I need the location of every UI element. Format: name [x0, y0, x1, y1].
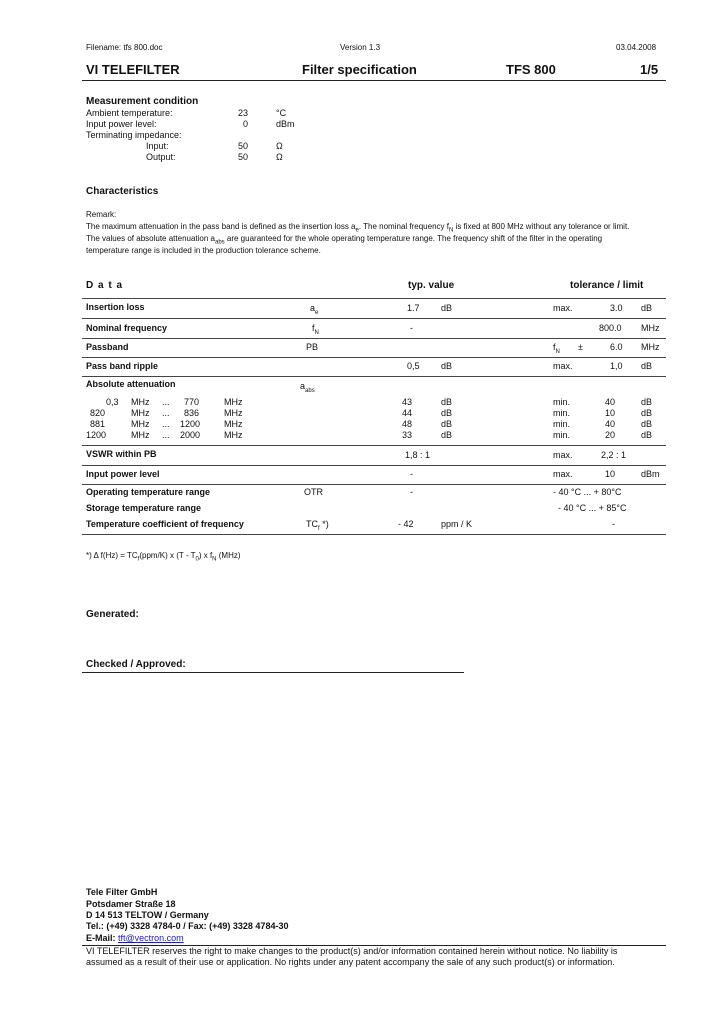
- op-temp-label: Operating temperature range: [86, 487, 211, 497]
- att-row-4-f2: 2000: [180, 430, 201, 440]
- op-temp-limit: - 40 °C ... + 80°C: [553, 487, 622, 497]
- att-row-4-u1: MHz: [131, 430, 150, 440]
- att-row-2-limit-unit: dB: [641, 408, 653, 418]
- terminating-label: Terminating impedance:: [86, 130, 182, 140]
- passband-label: Passband: [86, 342, 129, 352]
- ripple-qual: max.: [553, 361, 573, 371]
- table-rule: [82, 445, 666, 446]
- att-row-1-u2: MHz: [224, 397, 243, 407]
- ambient-unit: °C: [276, 108, 287, 118]
- att-row-4-typ-unit: dB: [441, 430, 453, 440]
- att-row-2-limit: 10: [605, 408, 616, 418]
- input-power-limit: 10: [605, 469, 616, 479]
- measurement-title: Measurement condition: [86, 96, 199, 107]
- att-row-3-limit: 40: [605, 419, 616, 429]
- table-rule: [82, 357, 666, 358]
- vswr-limit: 2,2 : 1: [601, 450, 627, 460]
- att-row-4-limit-unit: dB: [641, 430, 653, 440]
- doc-date: 03.04.2008: [616, 43, 657, 52]
- table-rule: [82, 484, 666, 485]
- insertion-loss-label: Insertion loss: [86, 302, 145, 312]
- remark-line-3: temperature range is included in the production tolerance scheme.: [86, 246, 321, 255]
- nominal-frequency-typ: -: [410, 323, 413, 333]
- att-row-1-typ: 43: [402, 397, 413, 407]
- power-value: 0: [243, 119, 249, 129]
- table-rule: [82, 318, 666, 319]
- output-unit: Ω: [276, 152, 283, 162]
- output-label: Output:: [146, 152, 176, 162]
- absolute-attenuation-label: Absolute attenuation: [86, 379, 176, 389]
- nominal-frequency-label: Nominal frequency: [86, 323, 168, 333]
- remark-label: Remark:: [86, 210, 117, 219]
- characteristics-title: Characteristics: [86, 186, 159, 197]
- tcf-symbol: $TC_f$ *): [306, 519, 329, 532]
- footer-street: Potsdamer Straße 18: [86, 899, 176, 909]
- header-rule: [82, 80, 666, 81]
- tcf-limit: -: [612, 519, 615, 529]
- nominal-frequency-limit: 800.0: [599, 323, 622, 333]
- passband-qual: $f_N$: [553, 342, 560, 355]
- footer-email-row: E-Mail: tft@vectron.com: [86, 933, 184, 943]
- input-power-label: Input power level: [86, 469, 160, 479]
- att-row-1-limit: 40: [605, 397, 616, 407]
- power-unit: dBm: [276, 119, 295, 129]
- att-row-3-u2: MHz: [224, 419, 243, 429]
- att-row-1-u1: MHz: [131, 397, 150, 407]
- tcf-typ: - 42: [398, 519, 414, 529]
- ripple-limit-unit: dB: [641, 361, 653, 371]
- remark-line-2: The values of absolute attenuation $a_{abs}$ are guaranteed for the whole operating temperature range. The frequency shift of the filter in the operating: [86, 234, 603, 246]
- table-rule: [82, 376, 666, 377]
- nominal-frequency-limit-unit: MHz: [641, 323, 660, 333]
- att-row-3-u1: MHz: [131, 419, 150, 429]
- att-row-1-dots: ...: [162, 397, 170, 407]
- column-typ-value: typ. value: [408, 280, 455, 291]
- footnote: *) Δ $f(Hz) = TC_f(ppm/K)$ x $(T - T_0)$ x $f_N$ (MHz): [86, 551, 241, 563]
- input-power-typ: -: [410, 469, 413, 479]
- insertion-loss-typ: 1.7: [407, 303, 420, 313]
- ambient-value: 23: [238, 108, 249, 118]
- tcf-label: Temperature coefficient of frequency: [86, 519, 244, 529]
- att-row-3-f2: 1200: [180, 419, 201, 429]
- storage-temp-limit: - 40 °C ... + 85°C: [558, 503, 627, 513]
- vswr-label: VSWR within PB: [86, 449, 157, 459]
- passband-limit: 6.0: [610, 342, 623, 352]
- approved-label: Checked / Approved:: [86, 659, 186, 670]
- ambient-label: Ambient temperature:: [86, 108, 173, 118]
- ripple-label: Pass band ripple: [86, 361, 159, 371]
- column-tolerance: tolerance / limit: [570, 280, 644, 291]
- att-row-1-typ-unit: dB: [441, 397, 453, 407]
- vswr-qual: max.: [553, 450, 573, 460]
- passband-symbol: PB: [306, 342, 319, 352]
- input-power-limit-unit: dBm: [641, 469, 660, 479]
- generated-label: Generated:: [86, 609, 139, 620]
- email-link[interactable]: tft@vectron.com: [118, 933, 184, 943]
- att-row-4-limit: 20: [605, 430, 616, 440]
- att-row-4-f1: 1200: [86, 430, 107, 440]
- op-temp-typ: -: [410, 487, 413, 497]
- ripple-typ-unit: dB: [441, 361, 453, 371]
- table-rule: [82, 465, 666, 466]
- version: Version 1.3: [340, 43, 381, 52]
- ripple-typ: 0,5: [407, 361, 420, 371]
- company-name: VI TELEFILTER: [86, 62, 180, 77]
- page-number: 1/5: [640, 62, 659, 77]
- att-row-1-qual: min.: [553, 397, 571, 407]
- disclaimer-line-2: assumed as a result of their use or application. No rights under any patent accompany the sale of any such product(s) or information.: [86, 957, 615, 967]
- att-row-3-typ: 48: [402, 419, 413, 429]
- att-row-4-qual: min.: [553, 430, 571, 440]
- footer-company: Tele Filter GmbH: [86, 887, 158, 897]
- att-row-4-u2: MHz: [224, 430, 243, 440]
- att-row-3-dots: ...: [162, 419, 170, 429]
- att-row-2-qual: min.: [553, 408, 571, 418]
- footer-city: D 14 513 TELTOW / Germany: [86, 910, 209, 920]
- input-unit: Ω: [276, 141, 283, 151]
- insertion-loss-symbol: $a_e$: [310, 303, 319, 316]
- att-row-2-f1: 820: [90, 408, 106, 418]
- att-row-2-typ-unit: dB: [441, 408, 453, 418]
- att-row-1-limit-unit: dB: [641, 397, 653, 407]
- footer-phone: Tel.: (+49) 3328 4784-0 / Fax: (+49) 3328 4784-30: [86, 921, 289, 931]
- op-temp-symbol: OTR: [304, 487, 323, 497]
- att-row-1-f2: 770: [184, 397, 200, 407]
- insertion-loss-limit-unit: dB: [641, 303, 653, 313]
- storage-temp-label: Storage temperature range: [86, 503, 202, 513]
- table-rule: [82, 338, 666, 339]
- signature-line: [82, 672, 464, 673]
- tcf-typ-unit: ppm / K: [441, 519, 473, 529]
- att-row-3-typ-unit: dB: [441, 419, 453, 429]
- column-data: D a t a: [86, 280, 124, 291]
- table-rule: [82, 534, 666, 535]
- table-rule: [82, 298, 666, 299]
- att-row-4-dots: ...: [162, 430, 170, 440]
- doc-title: Filter specification: [302, 62, 417, 77]
- att-row-2-dots: ...: [162, 408, 170, 418]
- absolute-attenuation-symbol: $a_{abs}$: [300, 381, 315, 394]
- att-row-4-typ: 33: [402, 430, 413, 440]
- input-label: Input:: [146, 141, 169, 151]
- att-row-2-u2: MHz: [224, 408, 243, 418]
- vswr-typ: 1,8 : 1: [405, 450, 431, 460]
- passband-limit-unit: MHz: [641, 342, 660, 352]
- output-value: 50: [238, 152, 249, 162]
- att-row-3-limit-unit: dB: [641, 419, 653, 429]
- att-row-2-typ: 44: [402, 408, 413, 418]
- att-row-1-f1: 0,3: [106, 397, 119, 407]
- product-name: TFS 800: [506, 62, 556, 77]
- insertion-loss-qual: max.: [553, 303, 573, 313]
- remark-line-1: The maximum attenuation in the pass band is defined as the insertion loss $a_e$. The nominal frequency $f_N$ is fixed at 800 MHz without any tolerance or limit.: [86, 222, 630, 234]
- insertion-loss-typ-unit: dB: [441, 303, 453, 313]
- insertion-loss-limit: 3.0: [610, 303, 623, 313]
- att-row-2-f2: 836: [184, 408, 200, 418]
- power-label: Input power level:: [86, 119, 157, 129]
- filename: Filename: tfs 800.doc: [86, 43, 163, 52]
- att-row-3-f1: 881: [90, 419, 106, 429]
- att-row-3-qual: min.: [553, 419, 571, 429]
- input-power-qual: max.: [553, 469, 573, 479]
- nominal-frequency-symbol: $f_N$: [312, 323, 319, 336]
- disclaimer-line-1: VI TELEFILTER reserves the right to make changes to the product(s) and/or information contained herein without notice. No liability is: [86, 946, 618, 956]
- ripple-limit: 1,0: [610, 361, 623, 371]
- att-row-2-u1: MHz: [131, 408, 150, 418]
- passband-pm: ±: [578, 342, 583, 352]
- input-value: 50: [238, 141, 249, 151]
